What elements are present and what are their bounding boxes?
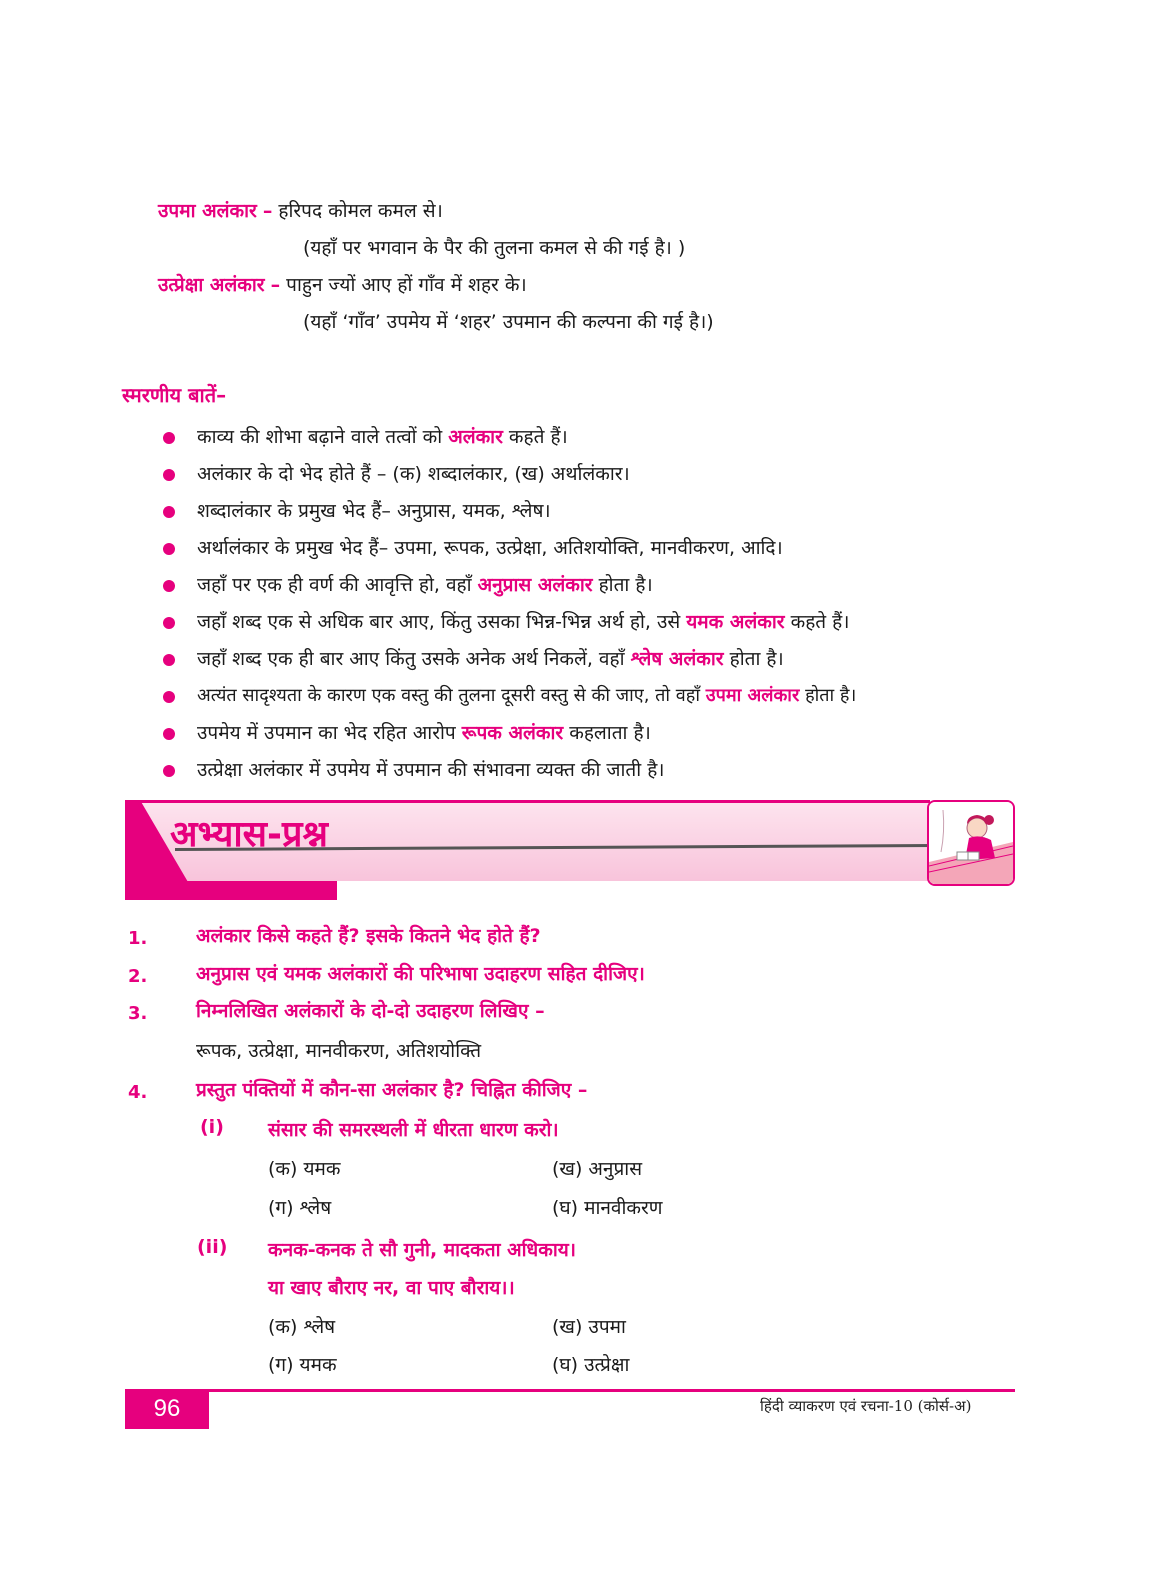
upma-example-line — [158, 198, 443, 224]
point-text-end: होता है। — [799, 685, 857, 706]
bullet-icon — [163, 580, 175, 592]
point-text: उपमेय में उपमान का भेद रहित आरोप — [197, 722, 462, 744]
utpreksha-note: (यहाँ ‘गाँव’ उपमेय में ‘शहर’ उपमान की कल्पना की गई है।) — [303, 311, 714, 333]
option-gha: (घ) मानवीकरण — [552, 1197, 663, 1219]
option-kha: (ख) उपमा — [552, 1316, 626, 1338]
point-text: जहाँ पर एक ही वर्ण की आवृत्ति हो, वहाँ — [197, 574, 478, 596]
point-text: जहाँ शब्द एक से अधिक बार आए, किंतु उसका भिन्न-भिन्न अर्थ हो, उसे — [197, 611, 687, 633]
subquestion-ii-line1: कनक-कनक ते सौ गुनी, मादकता अधिकाय। — [268, 1239, 576, 1261]
question-4-text: प्रस्तुत पंक्तियों में कौन-सा अलंकार है? चिह्नित कीजिए – — [196, 1079, 588, 1101]
point-text: अलंकार के दो भेद होते हैं – (क) शब्दालंकार, (ख) अर्थालंकार। — [197, 463, 630, 485]
point-text-end: होता है। — [592, 574, 653, 596]
girl-reading-icon — [927, 800, 1015, 886]
bullet-icon — [163, 432, 175, 444]
remember-heading: स्मरणीय बातें– — [122, 383, 227, 407]
option-ka: (क) श्लेष — [268, 1316, 336, 1338]
point-highlight: अलंकार — [448, 426, 503, 448]
bullet-icon — [163, 469, 175, 481]
question-4-number: 4. — [128, 1082, 148, 1103]
question-1-text: अलंकार किसे कहते हैं? इसके कितने भेद होते हैं? — [196, 925, 541, 947]
question-3-number: 3. — [128, 1003, 148, 1024]
subquestion-i-number: (i) — [200, 1116, 224, 1138]
point-text: अत्यंत सादृश्यता के कारण एक वस्तु की तुलना दूसरी वस्तु से की जाए, तो वहाँ — [197, 685, 706, 706]
point-text: शब्दालंकार के प्रमुख भेद हैं– अनुप्रास, यमक, श्लेष। — [197, 500, 551, 522]
question-1-number: 1. — [128, 928, 148, 949]
option-ga: (ग) श्लेष — [268, 1197, 332, 1219]
bullet-icon — [163, 617, 175, 629]
utpreksha-dash: – — [270, 274, 281, 296]
point-highlight: श्लेष अलंकार — [630, 648, 724, 670]
utpreksha-label: उत्प्रेक्षा अलंकार — [158, 274, 265, 296]
point-highlight: यमक अलंकार — [686, 611, 785, 633]
page-number: 96 — [125, 1389, 209, 1429]
footer-rule — [125, 1389, 1015, 1392]
point-text-end: कहते हैं। — [502, 426, 568, 448]
utpreksha-example-text: पाहुन ज्यों आए हों गाँव में शहर के। — [286, 274, 527, 296]
question-2-number: 2. — [128, 966, 148, 987]
point-highlight: उपमा अलंकार — [705, 685, 800, 706]
question-3-text: निम्नलिखित अलंकारों के दो-दो उदाहरण लिखिए – — [196, 1000, 545, 1022]
upma-example-text: हरिपद कोमल कमल से। — [278, 200, 443, 222]
point-text-end: होता है। — [723, 648, 784, 670]
question-3-subtext: रूपक, उत्प्रेक्षा, मानवीकरण, अतिशयोक्ति — [196, 1040, 482, 1062]
bullet-icon — [163, 506, 175, 518]
question-2-text: अनुप्रास एवं यमक अलंकारों की परिभाषा उदाहरण सहित दीजिए। — [196, 963, 645, 985]
point-highlight: अनुप्रास अलंकार — [477, 574, 593, 596]
upma-note: (यहाँ पर भगवान के पैर की तुलना कमल से की गई है। ) — [303, 237, 686, 259]
subquestion-i-text: संसार की समरस्थली में धीरता धारण करो। — [268, 1119, 559, 1141]
utpreksha-example-line — [158, 272, 527, 298]
point-text: अर्थालंकार के प्रमुख भेद हैं– उपमा, रूपक, उत्प्रेक्षा, अतिशयोक्ति, मानवीकरण, आदि। — [197, 537, 783, 559]
upma-dash: – — [262, 200, 273, 222]
option-kha: (ख) अनुप्रास — [552, 1158, 643, 1180]
bullet-icon — [163, 728, 175, 740]
bullet-icon — [163, 543, 175, 555]
option-ga: (ग) यमक — [268, 1354, 337, 1376]
point-text-end: कहते हैं। — [784, 611, 850, 633]
exercise-title: अभ्यास-प्रश्न — [170, 814, 328, 855]
subquestion-ii-number: (ii) — [197, 1236, 228, 1258]
option-ka: (क) यमक — [268, 1158, 341, 1180]
point-text: काव्य की शोभा बढ़ाने वाले तत्वों को — [197, 426, 449, 448]
book-title: हिंदी व्याकरण एवं रचना-10 (कोर्स-अ) — [760, 1397, 972, 1415]
option-gha: (घ) उत्प्रेक्षा — [552, 1354, 630, 1376]
point-text: उत्प्रेक्षा अलंकार में उपमेय में उपमान की संभावना व्यक्त की जाती है। — [197, 759, 665, 781]
point-highlight: रूपक अलंकार — [461, 722, 564, 744]
upma-label: उपमा अलंकार — [158, 200, 257, 222]
point-text-end: कहलाता है। — [563, 722, 651, 744]
bullet-icon — [163, 654, 175, 666]
point-text: जहाँ शब्द एक ही बार आए किंतु उसके अनेक अर्थ निकलें, वहाँ — [197, 648, 631, 670]
subquestion-ii-line2: या खाए बौराए नर, वा पाए बौराय।। — [268, 1277, 515, 1299]
bullet-icon — [163, 691, 175, 703]
bullet-icon — [163, 765, 175, 777]
